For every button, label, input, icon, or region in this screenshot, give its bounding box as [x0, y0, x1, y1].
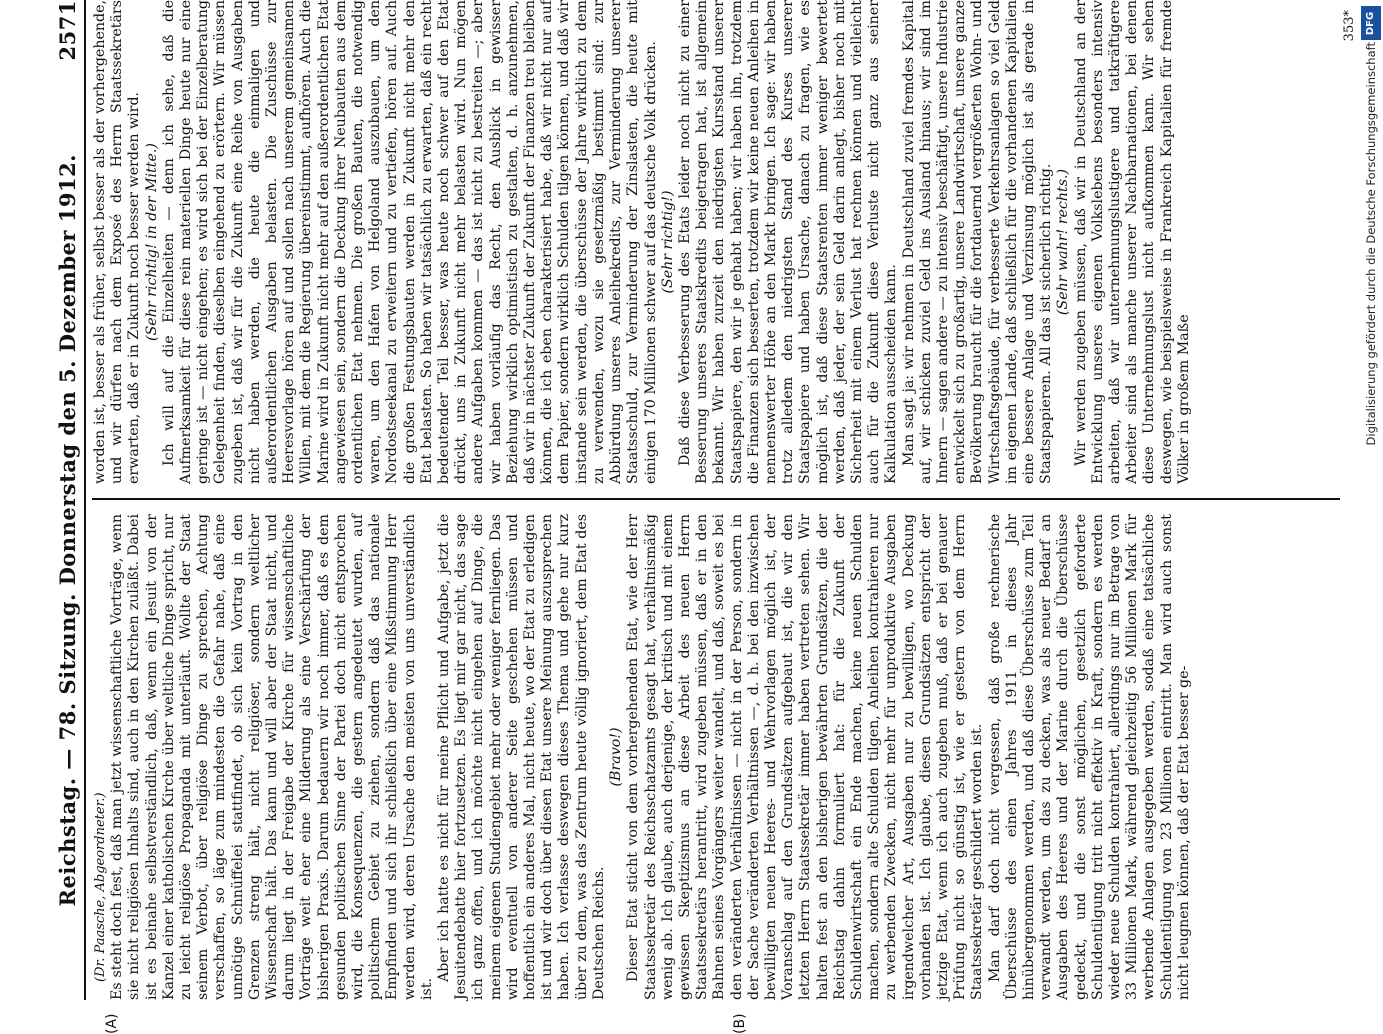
interjection-sehr-wahr: (Sehr wahr! rechts.) [1055, 168, 1072, 316]
rotated-newspaper-page [40, 0, 1357, 1034]
margin-mark-a: (A) [104, 1013, 120, 1034]
left-paragraph-2: Aber ich hatte es nicht für meine Pflicht und Aufgabe, jetzt die Jesuitendebatte hier fortzusetzen. Es liegt mir gar nicht, das sage ich ganz offen, und ich möchte nicht eingehen auf Dinge, die meinem eigenen Studiengebiet mehr oder weniger fernliegen. Das wird eventuell von anderer Seite geschehen müssen und hoffentlich ein anderes Mal, nicht heute, wo der Etat zu erledigen ist und wir doch über diesen Etat unsere Meinung auszusprechen haben. Ich verlasse deswegen dieses Thema und gehe nur kurz über zu dem, was das Zentrum heute völlig ignoriert, dem Etat des Deutschen Reichs. [436, 514, 607, 1000]
right-paragraph-5: Wir werden zugeben müssen, daß wir in Deutschland an der Entwicklung unseres eigenen Volkslebens besonders intensiv arbeiten, daß wir unternehmungslustigere und tatkräftigere Arbeiter sind als manche unserer Nachbarnationen, bei denen diese Unternehmungslust nicht aufkommen kann. Wir sehen deswegen, wie beispielsweise in Frankreich Kapitalien für fremde Völker in großem Maße [1072, 0, 1192, 484]
left-column [92, 500, 1340, 1034]
signature-footer-number: 353* [1341, 10, 1357, 42]
left-paragraph-3: Dieser Etat sticht von dem vorhergehenden Etat, wie der Herr Staatssekretär des Reichsschatzamts gesagt hat, verhältnismäßig wenig ab. Ich glaube, auch derjenige, der kritisch und mit einem gewissen Skeptizismus an diese Arbeit des neuen Herrn Staatssekretärs herantritt, wird zugeben müssen, daß er in den Bahnen seines Vorgängers weiter wandelt, und daß, soweit es bei den veränderten Verhältnissen — nicht in der Person, sondern in der Sache veränderten Verhältnissen —, d. h. bei den inzwischen bewilligten neuen Heeres- und Wehrvorlagen möglich ist, der Voranschlag auf den Grundsätzen aufgebaut ist, die wir den letzten Herrn Staatssekretär immer haben vertreten sehen. Wir halten fest an den bisherigen bewährten Grundsätzen, die der Reichstag dahin formuliert hat: für die Zukunft der Schuldenwirtschaft ein Ende machen, keine neuen Schulden machen, sondern alte Schulden tilgen, Anleihen kontrahieren nur zu werbenden Zwecken, nicht mehr für unproduktive Ausgaben irgendwelcher Art, Ausgaben nur zu bewilligen, wo Deckung vorhanden ist. Ich glaube, diesen Grundsätzen entspricht der jetzige Etat, wenn ich auch zugeben muß, daß er bei genauer Prüfung nicht so günstig ist, wie er gestern von dem Herrn Staatssekretär geschildert worden ist. [625, 514, 986, 1000]
page-header-title: Reichstag. — 78. Sitzung. Donnerstag den 5. Dezember 1912. [55, 154, 80, 907]
right-paragraph-4: Man sagt ja: wir nehmen in Deutschland zuviel fremdes Kapital auf, wir schicken zuviel Geld ins Ausland hinaus; wir sind im Innern — sagen andere — zu intensiv beschäftigt, unsere Industrie entwickelt sich zu großartig, unsere Landwirtschaft, unsere ganze Bevölkerung braucht für die fortdauernd vergrößerten Wohn- und Wirtschaftsgebäude, für verbesserte Verkehrsanlagen so viel Geld im eigenen Lande, daß schließlich für die vorhandenen Kapitalien eine bessere Anlage und Verzinsung möglich ist als gerade in Staatspapieren. All das ist sicherlich richtig. [900, 0, 1055, 484]
running-head [54, 0, 80, 1000]
speaker-label: (Dr. Paasche, Abgeordneter.) [93, 792, 108, 982]
right-paragraph-2: Ich will auf die Einzelheiten — denn ich sehe, daß die Aufmerksamkeit für diese rein materiellen Dinge heute nur eine geringe ist — nicht eingehen; es wird sich bei der Einzelberatung Gelegenheit finden, dieselben eingehend zu erörtern. Wir müssen zugeben ist, daß wir für die Zukunft eine Reihe von Ausgaben nicht haben werden, die heute die einmaligen und außerordentlichen Ausgaben belasten. Die Zuschüsse zur Heeresvorlage hören auf und sollen nach unserem gemeinsamen Willen, mit dem die Regierung übereinstimmt, aufhören. Auch die Marine wird in Zukunft nicht mehr auf den außerordentlichen Etat angewiesen sein, sondern die Deckung ihrer Neubauten aus dem ordentlichen Etat nehmen. Die großen Bauten, die notwendig waren, um den Hafen von Helgoland auszubauen, um den Nordostseekanal zu erweitern und zu vertiefen, hören auf. Auch die großen Festungsbauten werden in Zukunft nicht mehr den Etat belasten. So haben wir tatsächlich zu erwarten, daß ein recht bedeutender Teil besser, was heute noch schwer auf den Etat drückt, uns in Zukunft nicht mehr belasten wird. Nun mögen andere Aufgaben kommen — das ist nicht zu bestreiten —; aber wir haben vorläufig das Recht, den Ausblick in gewisser Beziehung wirklich optimistisch zu gestalten, d. h. anzunehmen, daß wir in nächster Zukunft der Zukunft der Finanzen treu bleiben können, die ich eben charakterisiert habe, daß wir nicht nur auf dem Papier, sondern wirklich Schulden tilgen können, und daß wir instande sein werden, die überschüsse der Jahre wirklich zu dem zu verwenden, wozu sie gesetzmäßig bestimmt sind: zur Abbürdung unseres Anleihekredits, zur Verminderung unserer Staatsschuld, zur Verminderung der Zinslasten, die heute mit einigen 170 Millionen schwer auf das deutsche Volk drücken. [160, 0, 659, 484]
digitization-credit-text: Digitalisierung gefördert durch die Deutsche Forschungsgemeinschaft [1364, 42, 1378, 446]
interjection-sehr-richtig-mitte: (Sehr richtig! in der Mitte.) [143, 143, 160, 341]
digitization-credit-strip [1359, 0, 1383, 1000]
header-rule [84, 0, 86, 1000]
interjection-bravo: (Bravo!) [608, 727, 625, 787]
left-paragraph-1: Es steht doch fest, daß man jetzt wissenschaftliche Vorträge, wenn sie nicht religiösen Inhalts sind, auch in den Kirchen zuläßt. Dabei ist es beinahe selbstverständlich, daß, wenn ein Jesuit von der Kanzel einer katholischen Kirche über weltliche Dinge spricht, nur zu leicht religiöse Propaganda mit unterläuft. Wollte der Staat seinem Verbot, über religiöse Dinge zu sprechen, Achtung verschaffen, so läge zum mindesten die Gefahr nahe, daß eine unnötige Schnüffelei stattfindet, ob sich kein Vortrag in den Grenzen streng hält, nicht religiöser, sondern weltlicher Wissenschaft hält. Das kann und will aber der Staat nicht, und darum liegt in der Freigabe der Kirche für wissenschaftliche Vorträge weit eher eine Milderung als eine Verschärfung der bisherigen Praxis. Darum bedauern wir noch immer, daß es dem gesunden politischen Sinne der Partei doch nicht entsprochen wird, die Konsequenzen, die gestern angedeutet wurden, auf politischem Gebiet zu ziehen, sondern daß das nationale Empfinden und sich ihr schließlich über eine Mißstimmung Herr werden wird, deren Ursache den meisten von uns unverständlich ist. [109, 514, 435, 1000]
margin-mark-b: (B) [732, 1013, 748, 1034]
two-column-body [92, 0, 1357, 1034]
page-number: 2571 [55, 0, 80, 61]
right-column [92, 0, 1357, 500]
left-paragraph-4: Man darf doch nicht vergessen, daß große rechnerische Überschüsse des einen Jahres 1911 in dieses Jahr hinübergenommen werden, und daß diese Überschüsse zum Teil verwandt werden, um das zu decken, was als neuer Bedarf an Ausgaben des Heeres und der Marine durch die Überschüsse gedeckt, und die sonst möglichen, gesetzlich geforderte Schuldentilgung tritt nicht effektiv in Kraft, sondern es werden wieder neue Schulden kontrahiert, allerdings nur im Betrage von 33 Millionen Mark, während gleichzeitig 56 Millionen Mark für werbende Anlagen ausgegeben werden, sodaß eine tatsächliche Schuldentilgung von 23 Millionen eintritt. Man wird auch sonst nicht leugnen können, daß der Etat besser ge- [986, 514, 1192, 1000]
dfg-logo: DFG [1361, 6, 1381, 40]
right-paragraph-3: Daß diese Verbesserung des Etats leider noch nicht zu einer Besserung unseres Staatskredits beigetragen hat, ist allgemein bekannt. Wir haben zurzeit den niedrigsten Kursstand unserer Staatspapiere, den wir je gehabt haben; wir haben ihn, trotzdem die Finanzen sich besserten, trotzdem wir keine neuen Anleihen in nennenswerter Höhe an den Markt bringen. Ich sage: wir haben trotz alledem den niedrigsten Stand des Kurses unserer Staatspapiere und haben Ursache, danach zu fragen, wie es möglich ist, daß diese Staatsrenten immer weniger bewertet werden, daß jeder, der sein Geld darin anlegt, bisher noch mit Sicherheit mit einem Verlust hat rechnen können und vielleicht auch für die Zukunft diese Verluste nicht ganz aus seiner Kalkulation ausscheiden kann. [676, 0, 900, 484]
interjection-sehr-richtig: (Sehr richtig!) [659, 190, 676, 294]
right-paragraph-1: worden ist, besser als früher, selbst besser als der vorhergehende, und wir dürfen nach dem Exposé des Herrn Staatssekretärs erwarten, daß er in Zukunft noch besser werden wird. [92, 0, 143, 484]
